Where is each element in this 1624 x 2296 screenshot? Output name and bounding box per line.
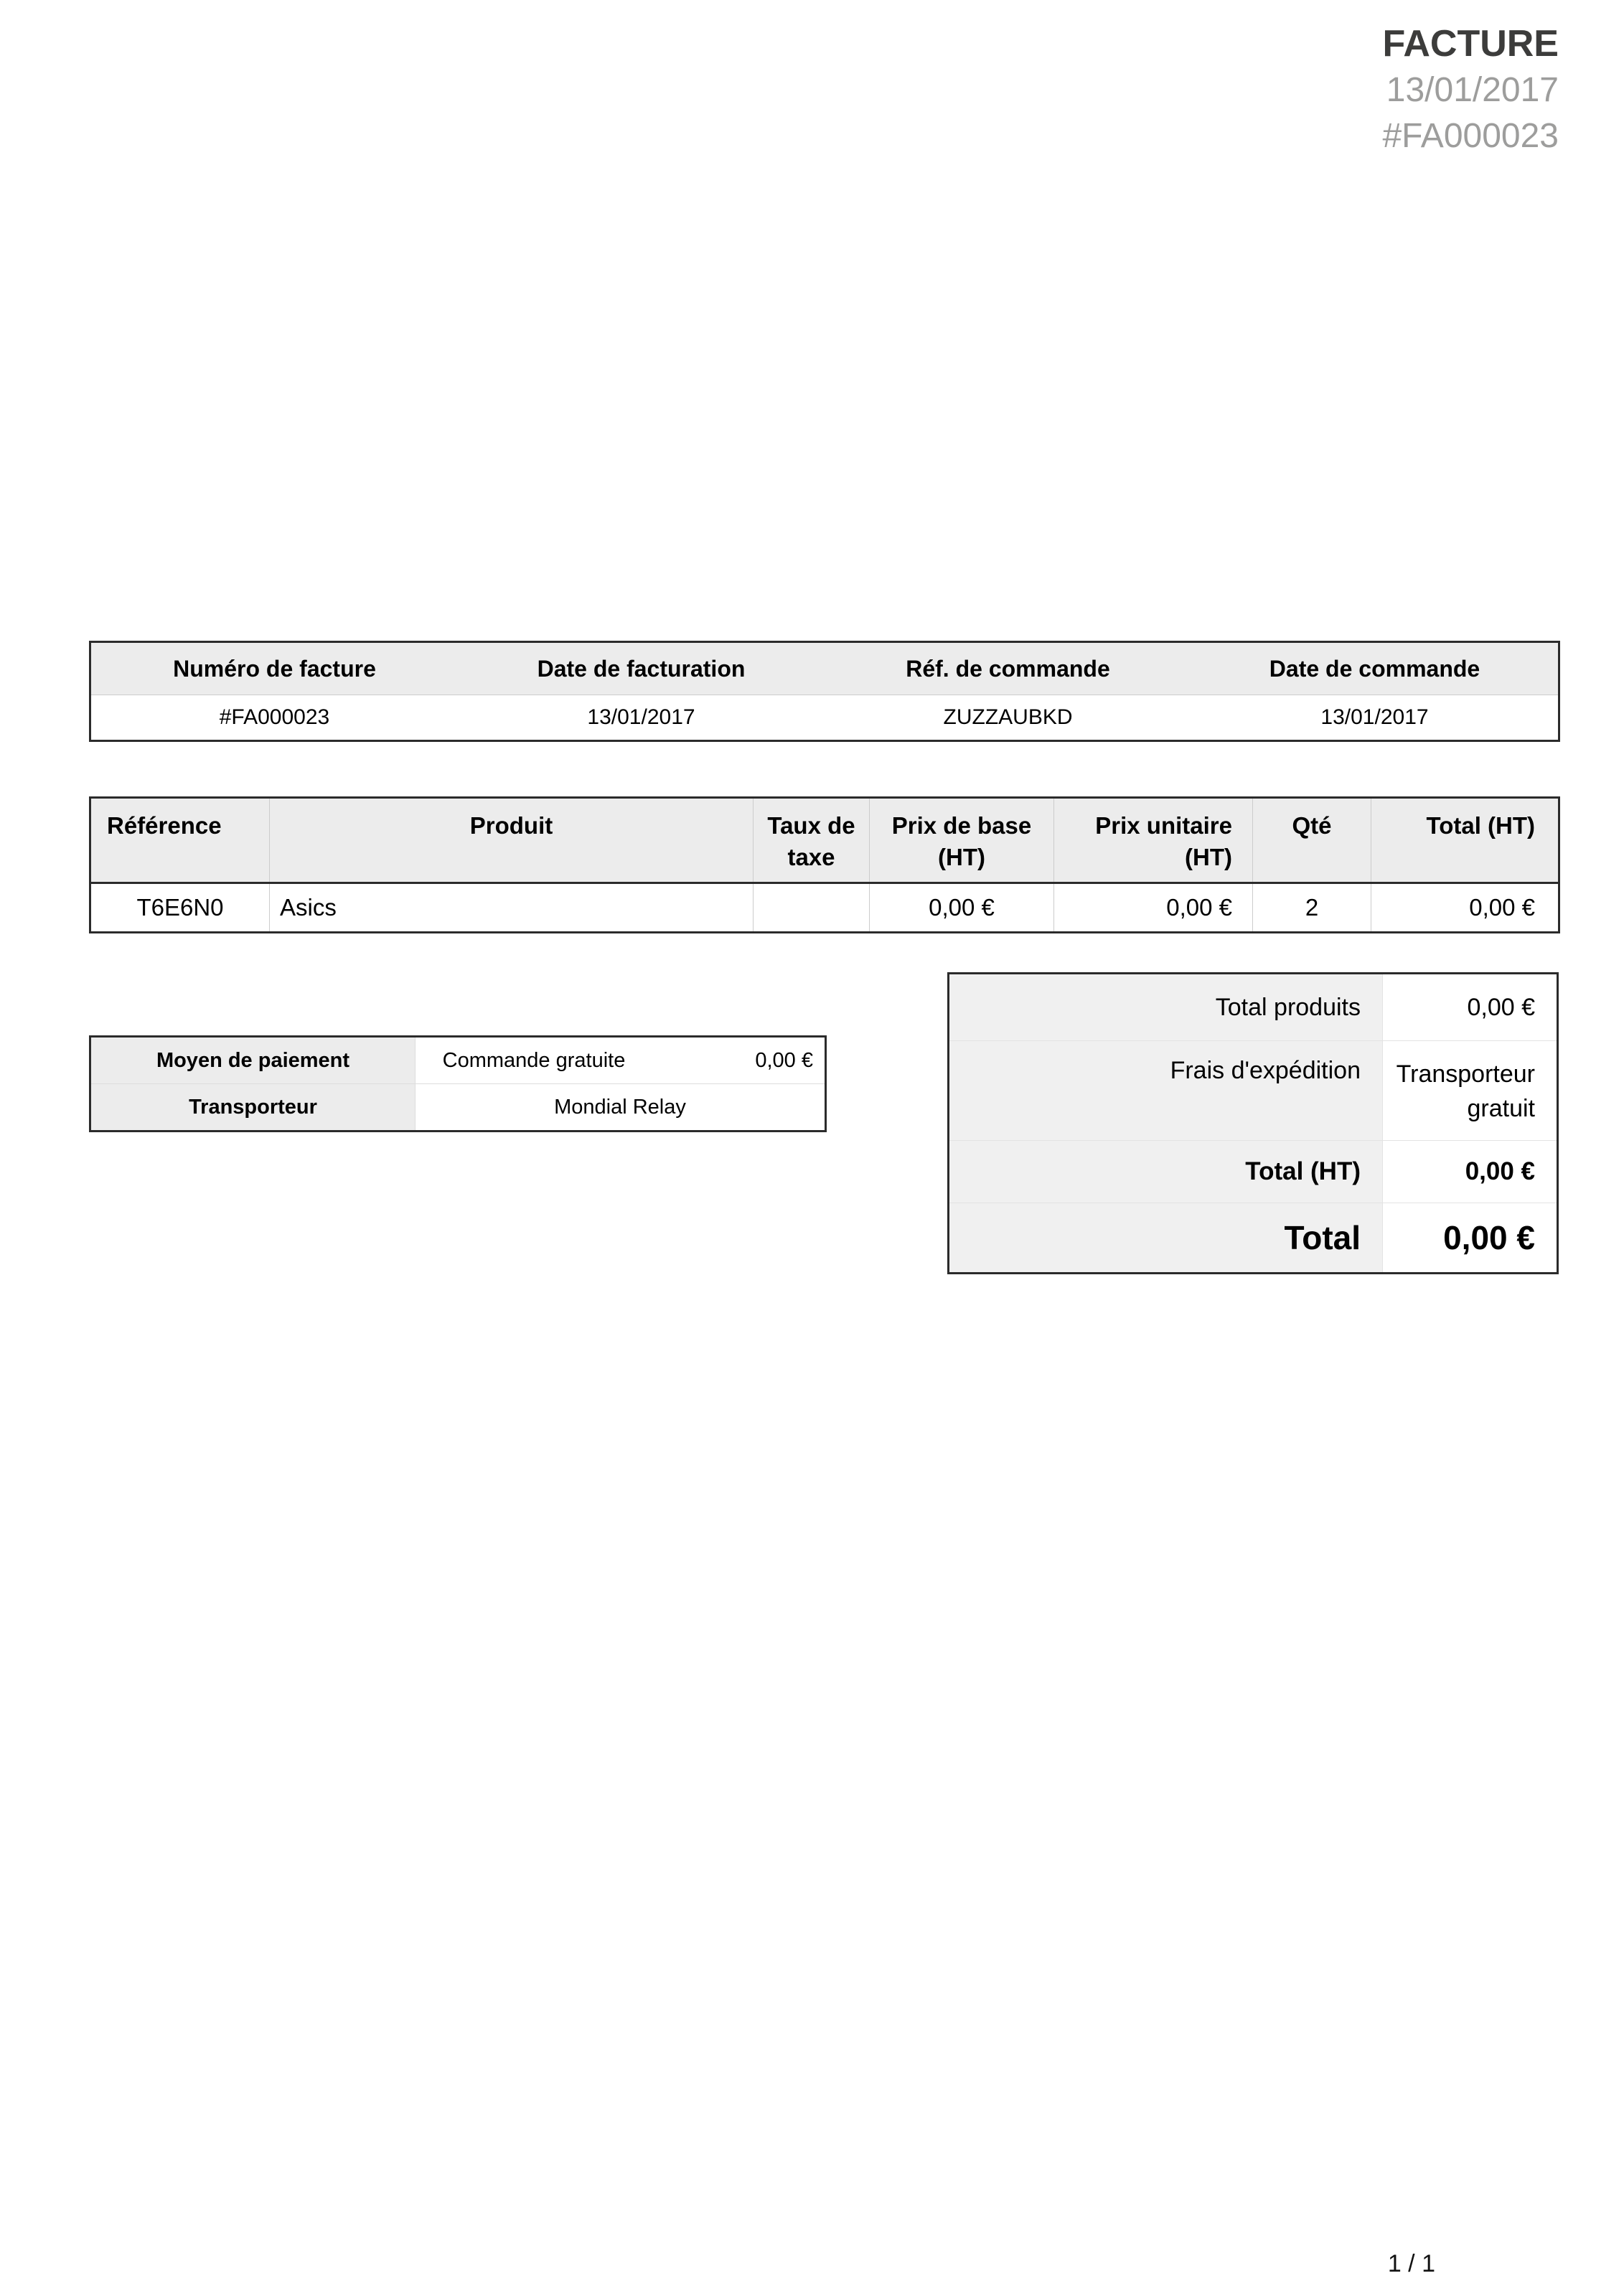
item-qty: 2	[1252, 884, 1371, 931]
shipping-fees-value: Transporteur gratuit	[1383, 1041, 1557, 1140]
document-header	[1382, 20, 1559, 159]
item-base-price: 0,00 €	[869, 884, 1053, 931]
item-product: Asics	[269, 884, 753, 931]
payment-method-row	[91, 1038, 825, 1084]
grand-total-label: Total	[949, 1203, 1383, 1272]
grand-total-row	[949, 1203, 1557, 1272]
total-products-label: Total produits	[949, 974, 1383, 1040]
item-row	[91, 884, 1558, 931]
invoice-number-value: #FA000023	[219, 705, 330, 729]
invoice-info-header-row	[91, 643, 1558, 695]
item-reference: T6E6N0	[136, 894, 224, 921]
total-ht-row	[949, 1141, 1557, 1203]
payment-method-value: Commande gratuite	[442, 1048, 626, 1072]
carrier-value: Mondial Relay	[554, 1095, 686, 1119]
order-ref-value: ZUZZAUBKD	[943, 705, 1073, 729]
total-products-row	[949, 974, 1557, 1041]
totals-table	[947, 972, 1559, 1274]
shipping-fees-label: Frais d'expédition	[949, 1041, 1383, 1140]
col-header-invoice-number: Numéro de facture	[173, 655, 376, 682]
order-date-value: 13/01/2017	[1320, 705, 1429, 729]
col-header-total: Total (HT)	[1371, 799, 1558, 882]
col-header-product: Produit	[269, 799, 753, 882]
col-header-qty: Qté	[1252, 799, 1371, 882]
col-header-reference: Référence	[107, 812, 222, 839]
payment-table	[89, 1035, 827, 1132]
col-header-order-ref: Réf. de commande	[906, 655, 1110, 682]
col-header-order-date: Date de commande	[1269, 655, 1480, 682]
items-table	[89, 796, 1560, 933]
col-header-unit-price: Prix unitaire (HT)	[1053, 799, 1252, 882]
total-ht-value: 0,00 €	[1383, 1141, 1557, 1203]
invoice-info-table	[89, 641, 1560, 742]
item-total: 0,00 €	[1371, 884, 1558, 931]
payment-method-label: Moyen de paiement	[91, 1038, 416, 1083]
payment-method-amount: 0,00 €	[755, 1048, 813, 1072]
shipping-fees-row	[949, 1041, 1557, 1141]
col-header-invoice-date: Date de facturation	[537, 655, 746, 682]
carrier-label: Transporteur	[91, 1084, 416, 1130]
items-header-row	[91, 799, 1558, 884]
item-unit-price: 0,00 €	[1053, 884, 1252, 931]
item-tax-rate	[753, 884, 869, 931]
total-products-value: 0,00 €	[1383, 974, 1557, 1040]
carrier-row	[91, 1084, 825, 1130]
invoice-number: #FA000023	[1382, 117, 1559, 155]
page-number: 1 / 1	[1387, 2250, 1435, 2277]
col-header-base-price: Prix de base (HT)	[869, 799, 1053, 882]
grand-total-value: 0,00 €	[1383, 1203, 1557, 1272]
total-ht-label: Total (HT)	[949, 1141, 1383, 1203]
invoice-info-value-row	[91, 695, 1558, 740]
invoice-date-value: 13/01/2017	[587, 705, 695, 729]
col-header-tax-rate: Taux de taxe	[753, 799, 869, 882]
invoice-date: 13/01/2017	[1386, 71, 1559, 109]
document-title: FACTURE	[1382, 23, 1559, 65]
